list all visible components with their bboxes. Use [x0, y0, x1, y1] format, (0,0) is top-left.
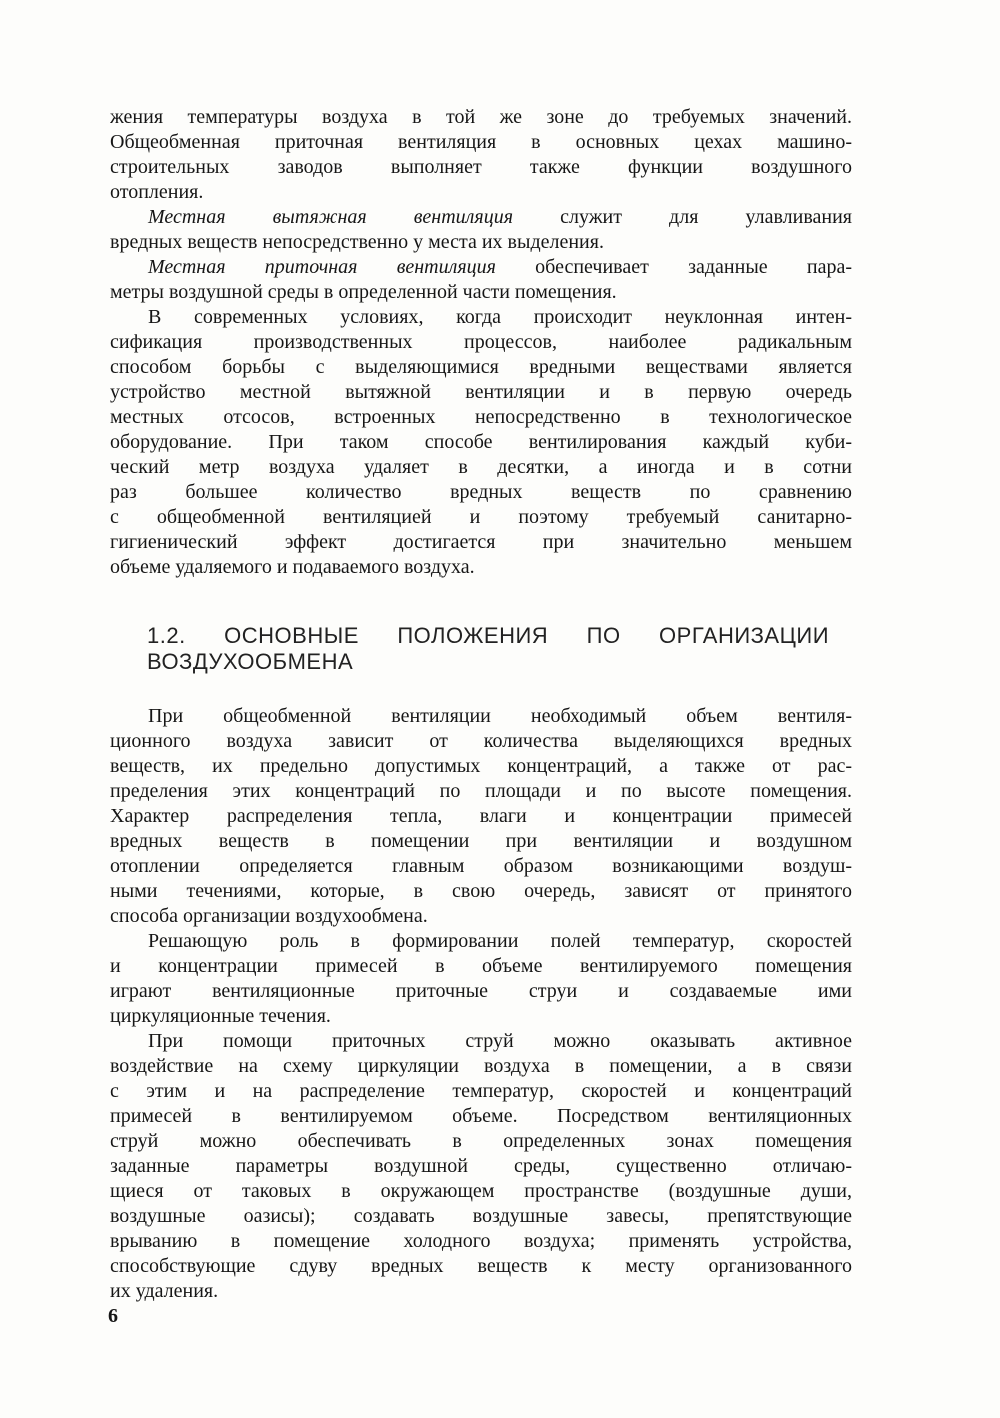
- paragraph: [110, 255, 852, 305]
- text-line: [110, 280, 852, 305]
- line-text: При общеобменной вентиляции необходимый объем вентиля-: [148, 705, 852, 727]
- paragraph: [110, 1029, 852, 1304]
- text-line: [110, 904, 852, 929]
- heading-line-1: 1.2. ОСНОВНЫЕ ПОЛОЖЕНИЯ ПО ОРГАНИЗАЦИИ: [147, 623, 829, 648]
- paragraph: [110, 205, 852, 255]
- line-text: местных отсосов, встроенных непосредственно в технологическое: [110, 406, 852, 428]
- text-line: [110, 1229, 852, 1254]
- text-line: [110, 130, 852, 155]
- line-text: вредных веществ в помещении при вентиляции и воздушном: [110, 830, 852, 852]
- text-line: [110, 979, 852, 1004]
- line-text: отопления.: [110, 181, 204, 203]
- section-2-text: [110, 704, 852, 1304]
- text-line: [110, 829, 852, 854]
- text-line: [110, 180, 852, 205]
- text-line: [110, 779, 852, 804]
- line-text: способа организации воздухообмена.: [110, 905, 428, 927]
- text-line: [110, 355, 852, 380]
- text-line: [110, 729, 852, 754]
- text-line: [110, 1029, 852, 1054]
- line-text: заданные параметры воздушной среды, существенно отличаю-: [110, 1155, 852, 1177]
- line-text: врыванию в помещение холодного воздуха; применять устройства,: [110, 1230, 852, 1252]
- line-text: Характер распределения тепла, влаги и концентрации примесей: [110, 805, 852, 827]
- text-line: [110, 954, 852, 979]
- line-text: При помощи приточных струй можно оказывать активное: [148, 1030, 852, 1052]
- heading-line-2: ВОЗДУХООБМЕНА: [147, 649, 354, 674]
- paragraph: [110, 105, 852, 205]
- line-text: Общеобменная приточная вентиляция в основных цехах машино-: [110, 131, 852, 153]
- text-line: [110, 1079, 852, 1104]
- line-text: служит для улавливания: [513, 206, 852, 228]
- text-line: [110, 1154, 852, 1179]
- text-line: [110, 305, 852, 330]
- line-text: веществ, их предельно допустимых концентраций, а также от рас-: [110, 755, 852, 777]
- text-line: [110, 505, 852, 530]
- text-line: [110, 754, 852, 779]
- line-text: способствующие сдуву вредных веществ к месту организованного: [110, 1255, 852, 1277]
- line-text: воздействие на схему циркуляции воздуха в помещении, а в связи: [110, 1055, 852, 1077]
- line-text: с общеобменной вентиляцией и поэтому требуемый санитарно-: [110, 506, 852, 528]
- text-line: [110, 255, 852, 280]
- text-line: [110, 804, 852, 829]
- text-line: [110, 1254, 852, 1279]
- line-text: примесей в вентилируемом объеме. Посредством вентиляционных: [110, 1105, 852, 1127]
- line-text: сификация производственных процессов, наиболее радикальным: [110, 331, 852, 353]
- text-line: [110, 1104, 852, 1129]
- line-text: устройство местной вытяжной вентиляции и в первую очередь: [110, 381, 852, 403]
- line-text: способом борьбы с выделяющимися вредными веществами является: [110, 356, 852, 378]
- text-line: [110, 704, 852, 729]
- line-text: и концентрации примесей в объеме вентилируемого помещения: [110, 955, 852, 977]
- italic-term: Местная приточная вентиляция: [148, 256, 496, 278]
- line-text: воздушные оазисы); создавать воздушные завесы, препятствующие: [110, 1205, 852, 1227]
- line-text: строительных заводов выполняет также функции воздушного: [110, 156, 852, 178]
- line-text: ными течениями, которые, в свою очередь, зависят от принятого: [110, 880, 852, 902]
- text-line: [110, 1054, 852, 1079]
- text-line: [110, 555, 852, 580]
- paragraph: [110, 305, 852, 580]
- text-line: [110, 405, 852, 430]
- line-text: вредных веществ непосредственно у места их выделения.: [110, 231, 604, 253]
- text-line: [110, 155, 852, 180]
- text-line: [110, 929, 852, 954]
- line-text: метры воздушной среды в определенной части помещения.: [110, 281, 617, 303]
- line-text: В современных условиях, когда происходит неуклонная интен-: [148, 306, 852, 328]
- italic-term: Местная вытяжная вентиляция: [148, 206, 513, 228]
- text-line: [110, 854, 852, 879]
- line-text: отоплении определяется главным образом возникающими воздуш-: [110, 855, 852, 877]
- line-text: струй можно обеспечивать в определенных зонах помещения: [110, 1130, 852, 1152]
- text-line: [110, 480, 852, 505]
- paragraph: [110, 929, 852, 1029]
- line-text: пределения этих концентраций по площади и по высоте помещения.: [110, 780, 852, 802]
- line-text: ционного воздуха зависит от количества выделяющихся вредных: [110, 730, 852, 752]
- text-line: [110, 230, 852, 255]
- text-line: [110, 455, 852, 480]
- text-line: [110, 205, 852, 230]
- line-text: ческий метр воздуха удаляет в десятки, а иногда и в сотни: [110, 456, 852, 478]
- line-text: играют вентиляционные приточные струи и создаваемые ими: [110, 980, 852, 1002]
- text-line: [110, 1279, 852, 1304]
- text-line: [110, 1179, 852, 1204]
- line-text: с этим и на распределение температур, скоростей и концентраций: [110, 1080, 852, 1102]
- text-line: [110, 105, 852, 130]
- line-text: раз большее количество вредных веществ по сравнению: [110, 481, 852, 503]
- text-line: [110, 1204, 852, 1229]
- section-heading: [147, 623, 829, 675]
- line-text: обеспечивает заданные пара-: [495, 256, 852, 278]
- text-line: [110, 330, 852, 355]
- line-text: их удаления.: [110, 1280, 219, 1302]
- line-text: Решающую роль в формировании полей температур, скоростей: [148, 930, 852, 952]
- text-line: [110, 380, 852, 405]
- line-text: жения температуры воздуха в той же зоне до требуемых значений.: [110, 106, 852, 128]
- section-1-text: [110, 105, 852, 580]
- line-text: объеме удаляемого и подаваемого воздуха.: [110, 556, 475, 578]
- text-line: [110, 1129, 852, 1154]
- line-text: щиеся от таковых в окружающем пространстве (воздушные души,: [110, 1180, 852, 1202]
- text-line: [110, 1004, 852, 1029]
- text-line: [110, 530, 852, 555]
- paragraph: [110, 704, 852, 929]
- line-text: циркуляционные течения.: [110, 1005, 331, 1027]
- line-text: гигиенический эффект достигается при значительно меньшем: [110, 531, 852, 553]
- line-text: оборудование. При таком способе вентилирования каждый куби-: [110, 431, 852, 453]
- text-line: [110, 879, 852, 904]
- page-number: 6: [108, 1305, 118, 1327]
- text-line: [110, 430, 852, 455]
